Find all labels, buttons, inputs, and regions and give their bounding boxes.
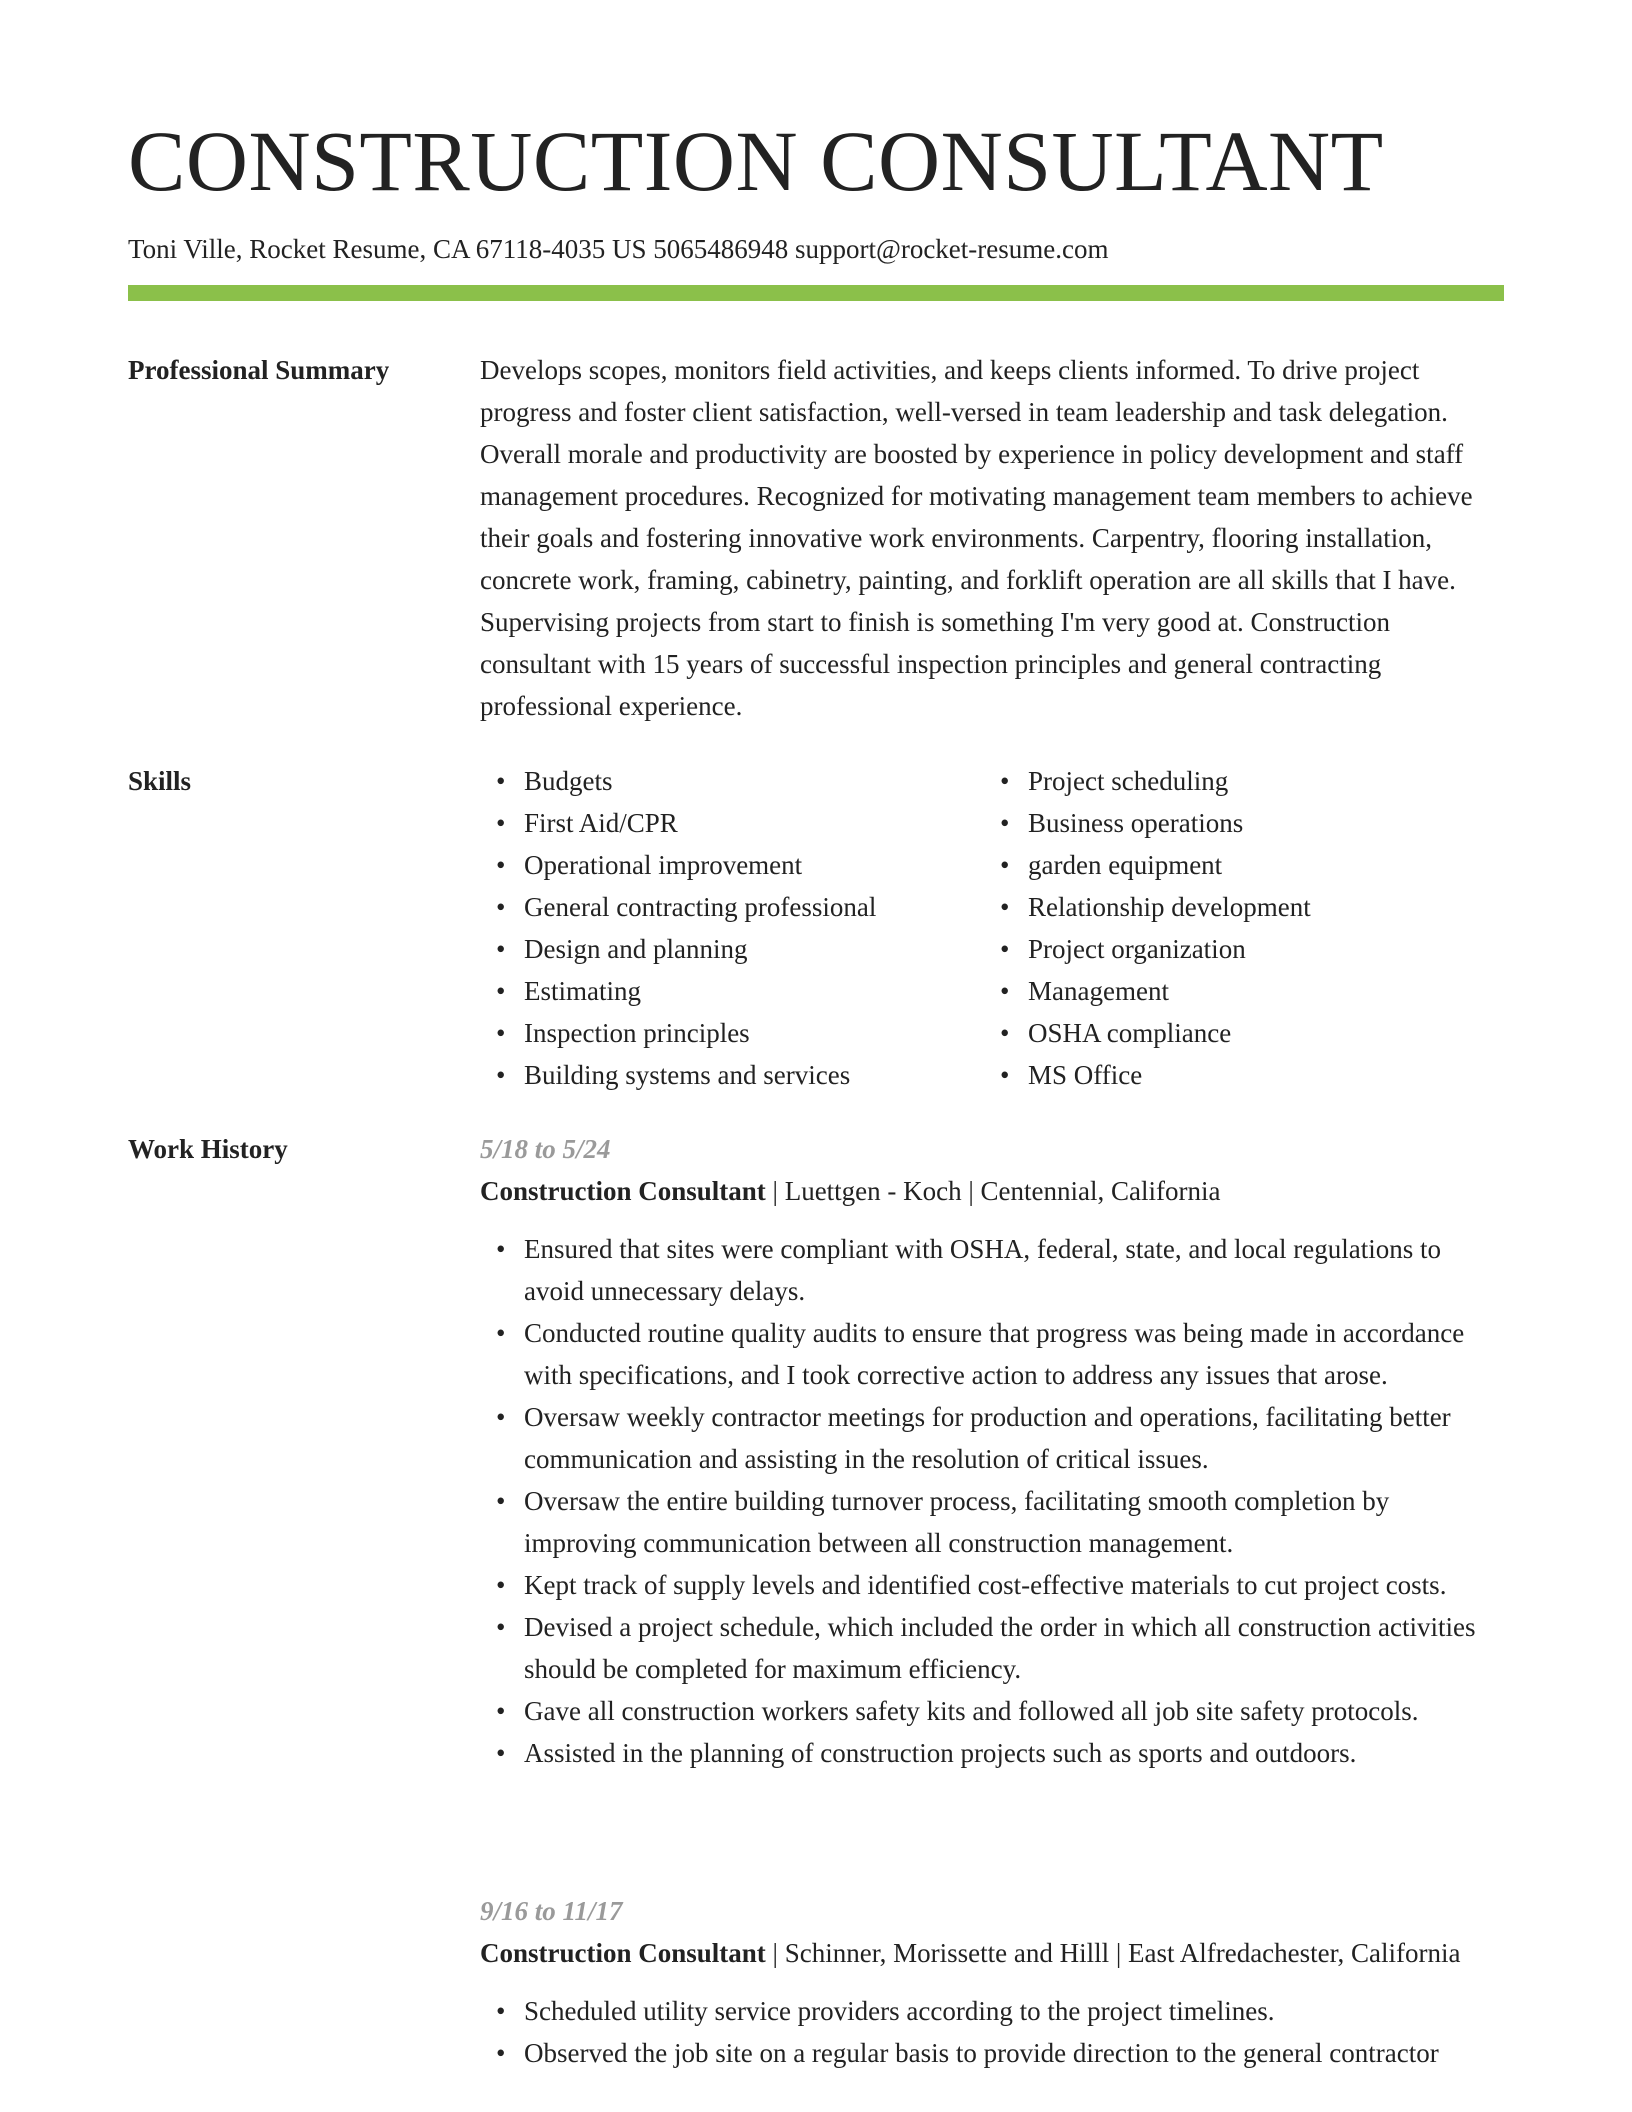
- summary-heading: Professional Summary: [128, 355, 390, 385]
- skill-item: [1000, 802, 1488, 844]
- job-bullet-text: Oversaw the entire building turnover process, facilitating smooth completion by improving communication between all construction management.: [524, 1486, 1390, 1558]
- job-heading: [480, 1170, 1504, 1212]
- job-entry: [480, 1128, 1504, 1774]
- skill-item: [1000, 1054, 1488, 1096]
- skill-item-text: Estimating: [524, 976, 641, 1006]
- job-bullet-text: Observed the job site on a regular basis to provide direction to the general contractor: [524, 2038, 1439, 2068]
- skill-item-text: MS Office: [1028, 1060, 1143, 1090]
- skill-item: [496, 886, 984, 928]
- job-employer-location: | Schinner, Morissette and Hilll | East Alfredachester, California: [765, 1938, 1461, 1968]
- job-title: Construction Consultant: [480, 1176, 766, 1206]
- skill-item-text: Business operations: [1028, 808, 1244, 838]
- skill-item: [496, 760, 984, 802]
- bullet-icon: •: [496, 976, 506, 1006]
- accent-divider: [128, 285, 1504, 301]
- skill-item: [496, 844, 984, 886]
- job-bullet: [496, 2032, 1504, 2074]
- job-bullet: [496, 1690, 1504, 1732]
- summary-text: Develops scopes, monitors field activities, and keeps clients informed. To drive project progress and foster client satisfaction, well-versed in team leadership and task delegation. Overall morale and productivity are boosted by experience in policy development and staff management procedures. Recognized for motivating management team members to achieve their goals and fostering innovative work environments. Carpentry, flooring installation, concrete work, framing, cabinetry, painting, and forklift operation are all skills that I have. Supervising projects from start to finish is something I'm very good at. Construction consultant with 15 years of successful inspection principles and general contracting professional experience.: [480, 355, 1473, 721]
- job-bullet-text: Gave all construction workers safety kits and followed all job site safety protocols.: [524, 1696, 1419, 1726]
- bullet-icon: •: [496, 1996, 506, 2026]
- job-employer-location: | Luettgen - Koch | Centennial, California: [765, 1176, 1221, 1206]
- bullet-icon: •: [1000, 976, 1010, 1006]
- skill-item-text: garden equipment: [1028, 850, 1223, 880]
- job-bullet-text: Devised a project schedule, which included the order in which all construction activities should be completed for maximum efficiency.: [524, 1612, 1476, 1684]
- job-dates: 9/16 to 11/17: [480, 1896, 623, 1926]
- job-bullet: [496, 1228, 1504, 1312]
- skill-item-text: Project scheduling: [1028, 766, 1229, 796]
- skills-columns: [480, 760, 1504, 1096]
- job-bullet-text: Assisted in the planning of construction projects such as sports and outdoors.: [524, 1738, 1357, 1768]
- bullet-icon: •: [496, 1696, 506, 1726]
- skill-item-text: First Aid/CPR: [524, 808, 678, 838]
- skill-item: [1000, 970, 1488, 1012]
- job-heading: [480, 1932, 1504, 1974]
- skills-list-left: [480, 760, 984, 1096]
- bullet-icon: •: [1000, 1060, 1010, 1090]
- work-history-heading: Work History: [128, 1134, 288, 1164]
- bullet-icon: •: [1000, 808, 1010, 838]
- bullet-icon: •: [1000, 892, 1010, 922]
- bullet-icon: •: [496, 1612, 506, 1642]
- bullet-icon: •: [496, 2038, 506, 2068]
- skill-item: [496, 928, 984, 970]
- skill-item: [1000, 1012, 1488, 1054]
- job-bullet: [496, 1606, 1504, 1690]
- job-title: Construction Consultant: [480, 1938, 766, 1968]
- skill-item: [496, 970, 984, 1012]
- skill-item: [1000, 844, 1488, 886]
- job-bullet: [496, 1480, 1504, 1564]
- bullet-icon: •: [496, 1738, 506, 1768]
- contact-line: Toni Ville, Rocket Resume, CA 67118-4035 US 5065486948 support@rocket-resume.com: [128, 234, 1109, 264]
- skill-item-text: General contracting professional: [524, 892, 877, 922]
- job-bullet-text: Ensured that sites were compliant with OSHA, federal, state, and local regulations to avoid unnecessary delays.: [524, 1234, 1441, 1306]
- skill-item: [1000, 928, 1488, 970]
- bullet-icon: •: [1000, 934, 1010, 964]
- bullet-icon: •: [496, 1570, 506, 1600]
- bullet-icon: •: [496, 1018, 506, 1048]
- bullet-icon: •: [1000, 1018, 1010, 1048]
- bullet-icon: •: [496, 850, 506, 880]
- skill-item-text: Budgets: [524, 766, 613, 796]
- skill-item: [1000, 886, 1488, 928]
- job-bullet: [496, 1990, 1504, 2032]
- bullet-icon: •: [496, 1486, 506, 1516]
- bullet-icon: •: [1000, 766, 1010, 796]
- resume-title: CONSTRUCTION CONSULTANT: [128, 113, 1384, 209]
- job-bullet: [496, 1732, 1504, 1774]
- bullet-icon: •: [496, 1234, 506, 1264]
- skill-item-text: OSHA compliance: [1028, 1018, 1232, 1048]
- skill-item: [496, 802, 984, 844]
- job-entry: [480, 1890, 1504, 2074]
- skill-item-text: Inspection principles: [524, 1018, 750, 1048]
- job-bullet-list: [480, 1228, 1504, 1774]
- job-bullet: [496, 1312, 1504, 1396]
- job-bullet: [496, 1396, 1504, 1480]
- skill-item: [496, 1012, 984, 1054]
- skills-heading: Skills: [128, 766, 192, 796]
- job-bullet-text: Scheduled utility service providers according to the project timelines.: [524, 1996, 1275, 2026]
- bullet-icon: •: [496, 934, 506, 964]
- skill-item-text: Building systems and services: [524, 1060, 851, 1090]
- skill-item-text: Operational improvement: [524, 850, 803, 880]
- job-bullet-text: Conducted routine quality audits to ensure that progress was being made in accordance with specifications, and I took corrective action to address any issues that arose.: [524, 1318, 1465, 1390]
- bullet-icon: •: [496, 1318, 506, 1348]
- skill-item: [1000, 760, 1488, 802]
- bullet-icon: •: [1000, 850, 1010, 880]
- summary-body: [480, 349, 1504, 727]
- job-bullet-text: Kept track of supply levels and identified cost-effective materials to cut project costs.: [524, 1570, 1447, 1600]
- skill-item-text: Design and planning: [524, 934, 748, 964]
- skill-item: [496, 1054, 984, 1096]
- bullet-icon: •: [496, 808, 506, 838]
- bullet-icon: •: [496, 1060, 506, 1090]
- job-bullet-text: Oversaw weekly contractor meetings for production and operations, facilitating better communication and assisting in the resolution of critical issues.: [524, 1402, 1451, 1474]
- skills-body: [480, 760, 1504, 1096]
- job-bullet-list: [480, 1990, 1504, 2074]
- bullet-icon: •: [496, 892, 506, 922]
- skills-list-right: [984, 760, 1488, 1096]
- bullet-icon: •: [496, 1402, 506, 1432]
- job-dates: 5/18 to 5/24: [480, 1134, 611, 1164]
- skill-item-text: Management: [1028, 976, 1169, 1006]
- job-bullet: [496, 1564, 1504, 1606]
- skill-item-text: Relationship development: [1028, 892, 1311, 922]
- skill-item-text: Project organization: [1028, 934, 1246, 964]
- bullet-icon: •: [496, 766, 506, 796]
